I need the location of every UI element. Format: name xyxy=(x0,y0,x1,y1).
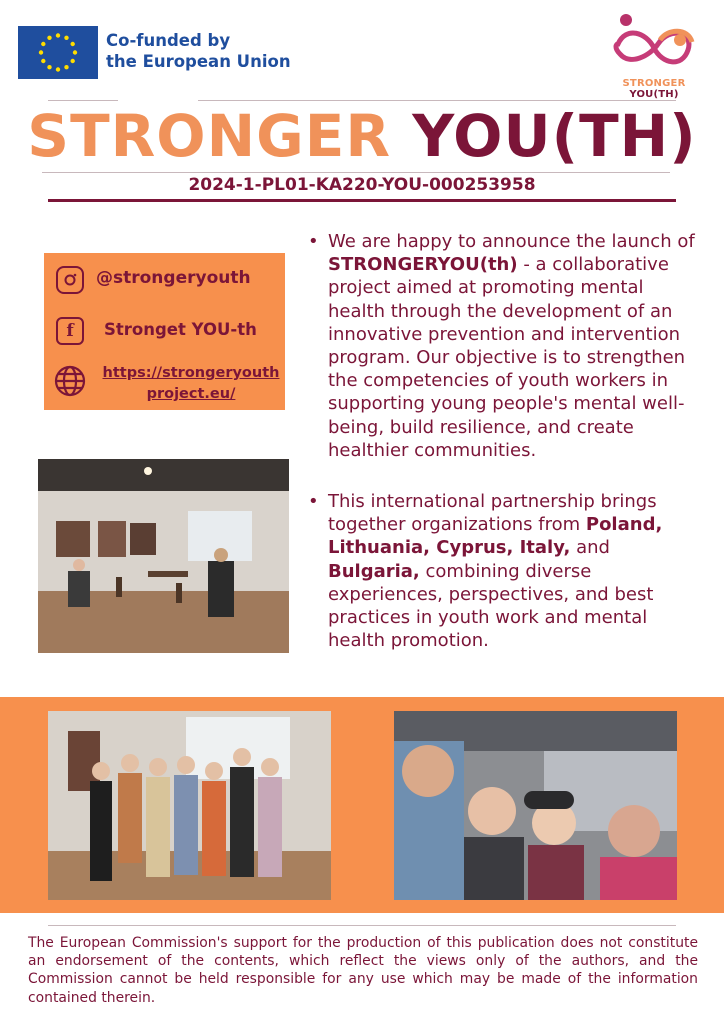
bullet-launch xyxy=(308,230,702,462)
rule-under-title xyxy=(42,172,670,173)
announcement-text xyxy=(308,230,702,680)
photo-presentation xyxy=(38,459,289,653)
photo-selfie xyxy=(394,711,677,900)
rule-footer xyxy=(48,925,676,926)
bullet-launch-project-name: STRONGERYOU(th) xyxy=(328,254,518,276)
title-part-stronger: STRONGER xyxy=(27,102,392,170)
instagram-handle[interactable]: @strongeryouth xyxy=(96,268,251,288)
eu-star xyxy=(56,67,60,71)
bullet-partnership-text-2: combining diverse experiences, perspectives, and best practices in youth work and mental health promotion. xyxy=(328,560,654,652)
project-id: 2024-1-PL01-KA220-YOU-000253958 xyxy=(188,175,536,195)
bullet-partnership-text-1: This international partnership brings together organizations from xyxy=(328,491,657,536)
project-logo-icon xyxy=(608,10,700,74)
website-line-1: https://strongeryouth xyxy=(102,365,280,381)
eu-line-2: the European Union xyxy=(106,52,291,71)
eu-cofunded-text xyxy=(106,30,296,72)
contact-card xyxy=(44,253,285,410)
eu-star xyxy=(47,36,51,40)
eu-flag-logo xyxy=(18,26,98,79)
eu-star xyxy=(64,36,68,40)
bullet-launch-text-2: - a collaborative project aimed at promoting mental health through the development of an innovative prevention and intervention program. Our objective is to strengthen the competencies of youth workers in supporting young people's mental well-being, build resilience, and create healthier communities. xyxy=(328,254,686,461)
bullet-partnership-countries: Poland, Lithuania, Cyprus, Italy, xyxy=(328,514,663,559)
photo-group xyxy=(48,711,331,900)
eu-star xyxy=(41,59,45,63)
globe-icon xyxy=(54,365,86,397)
title-part-youth: YOU(TH) xyxy=(412,102,697,170)
logo-word-youth: YOU(TH) xyxy=(629,89,679,100)
eu-star xyxy=(64,65,68,69)
website-link[interactable] xyxy=(98,363,284,405)
eu-disclaimer: The European Commission's support for the production of this publication does not constitute an endorsement of the contents, which reflect the views only of the authors, and the Commission cannot be held responsible for any use which may be made of the information contained therein. xyxy=(28,935,698,1006)
logo-word-stronger: STRONGER xyxy=(622,78,686,89)
website-line-2: project.eu/ xyxy=(146,386,236,402)
eu-star xyxy=(71,59,75,63)
facebook-icon[interactable]: f xyxy=(56,317,84,345)
eu-star xyxy=(41,42,45,46)
eu-star xyxy=(47,65,51,69)
facebook-page[interactable]: Stronget YOU-th xyxy=(104,320,257,339)
eu-star xyxy=(73,50,77,54)
bullet-partnership xyxy=(308,490,702,652)
eu-line-1: Co-funded by xyxy=(106,31,231,50)
bullet-partnership-and: and xyxy=(570,537,610,559)
page-title xyxy=(0,100,724,172)
bullet-partnership-bulgaria: Bulgaria, xyxy=(328,560,420,582)
rule-thick xyxy=(48,199,676,202)
eu-star xyxy=(39,50,43,54)
bullet-launch-text-1: We are happy to announce the launch of xyxy=(328,231,695,252)
instagram-icon[interactable] xyxy=(56,266,84,294)
project-logo-wordmark xyxy=(598,78,710,100)
eu-star xyxy=(71,42,75,46)
eu-star xyxy=(56,33,60,37)
